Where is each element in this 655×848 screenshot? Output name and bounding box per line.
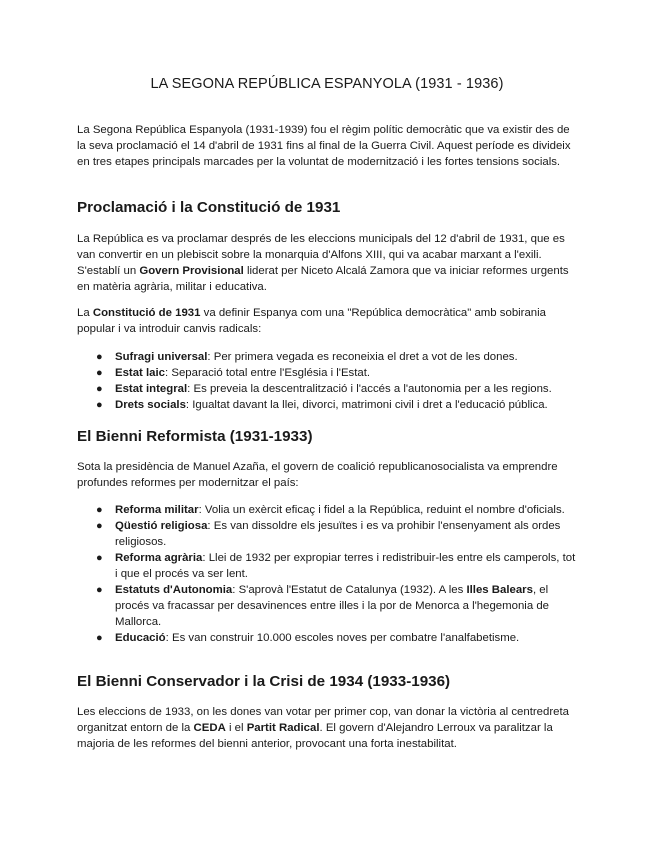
- list-item: [77, 582, 577, 630]
- bullet-icon: ●: [96, 399, 103, 411]
- list-item: [77, 550, 577, 582]
- list-item-term: Sufragi universal: [115, 351, 208, 363]
- list-item-text: : Volia un exèrcit eficaç i fidel a la República, reduint el nombre d'oficials.: [198, 504, 565, 516]
- list-item: [77, 502, 577, 518]
- intro-paragraph: La Segona República Espanyola (1931-1939) fou el règim polític democràtic que va existir des de la seva proclamació el 14 d'abril de 1931 fins al final de la Guerra Civil. Aquest període es divideix en tres etapes principals marcades per la voluntat de modernització i les fortes tensions socials.: [77, 124, 571, 168]
- list-item-term: Reforma agrària: [115, 552, 203, 564]
- bullet-icon: ●: [96, 584, 103, 596]
- list-item: [77, 397, 577, 413]
- bold-ceda: CEDA: [193, 722, 226, 734]
- list-item-term: Estat laic: [115, 367, 166, 379]
- text-run: . El govern d'Alejandro Lerroux va paralitzar la majoria de les reformes del bienni anterior, provocant una forta inestabilitat.: [77, 722, 553, 750]
- list-item-term: Reforma militar: [115, 504, 199, 516]
- list-item: [77, 518, 577, 550]
- list-item-text: : Es van dissoldre els jesuïtes i es va prohibir l'ensenyament als ordes religiosos.: [115, 520, 561, 548]
- heading-proclamacio: Proclamació i la Constitució de 1931: [77, 199, 341, 216]
- list-item-text: : Igualtat davant la llei, divorci, matrimoni civil i dret a l'educació pública.: [185, 399, 548, 411]
- paragraph-bienni-conservador: [77, 704, 577, 752]
- list-item-text: , el procés va fracassar per desavinences entre illes i la por de Menorca a l'hegemonia de Mallorca.: [115, 584, 549, 628]
- list-item: [77, 365, 577, 381]
- list-item-text: : Separació total entre l'Església i l'Estat.: [165, 367, 371, 379]
- text-run: liderat per Niceto Alcalá Zamora que va iniciar reformes urgents en matèria agrària, militar i educativa.: [77, 265, 569, 293]
- text-run: i el: [225, 722, 247, 734]
- bullet-icon: ●: [96, 552, 103, 564]
- list-item-text: : Es van construir 10.000 escoles noves per combatre l'analfabetisme.: [165, 632, 520, 644]
- list-item: [77, 630, 577, 646]
- list-item-text: : S'aprovà l'Estatut de Catalunya (1932). A les: [232, 584, 467, 596]
- bullet-icon: ●: [96, 504, 103, 516]
- list-item-term: Drets socials: [115, 399, 186, 411]
- bold-constitucio-1931: Constitució de 1931: [92, 307, 201, 319]
- bullet-icon: ●: [96, 632, 103, 644]
- heading-bienni-conservador: El Bienni Conservador i la Crisi de 1934 (1933-1936): [77, 673, 451, 690]
- bold-illes-balears: Illes Balears: [466, 584, 533, 596]
- list-item-term: Educació: [115, 632, 166, 644]
- text-run: La República es va proclamar després de les eleccions municipals del 12 d'abril de 1931, que es van convertir en un plebiscit sobre la monarquia d'Alfons XIII, qui va acabar marxant a l'exili. S'establí un: [77, 233, 565, 277]
- list-item-text: : Es preveia la descentralització i l'accés a l'autonomia per a les regions.: [187, 383, 552, 395]
- list-item-term: Qüestió religiosa: [115, 520, 208, 532]
- list-item-term: Estatuts d'Autonomia: [115, 584, 233, 596]
- list-bienni-reformista: [77, 502, 577, 646]
- text-run: La: [77, 307, 93, 319]
- bold-partit-radical: Partit Radical: [246, 722, 320, 734]
- bullet-icon: ●: [96, 383, 103, 395]
- heading-bienni-reformista: El Bienni Reformista (1931-1933): [77, 428, 313, 445]
- list-item-text: : Per primera vegada es reconeixia el dret a vot de les dones.: [207, 351, 518, 363]
- paragraph-constitucio: [77, 305, 577, 337]
- paragraph-proclamacio: [77, 231, 577, 295]
- list-item: [77, 381, 577, 397]
- document-title: LA SEGONA REPÚBLICA ESPANYOLA (1931 - 1936): [150, 76, 504, 92]
- paragraph-bienni-reformista: Sota la presidència de Manuel Azaña, el govern de coalició republicanosocialista va emprendre profundes reformes per modernitzar el país:: [77, 461, 558, 489]
- bullet-icon: ●: [96, 351, 103, 363]
- list-constitucio: [77, 349, 577, 413]
- bold-govern-provisional: Govern Provisional: [139, 265, 244, 277]
- bullet-icon: ●: [96, 520, 103, 532]
- text-run: va definir Espanya com una "República democràtica" amb sobirania popular i va introduir canvis radicals:: [77, 307, 547, 335]
- bullet-icon: ●: [96, 367, 103, 379]
- list-item-text: : Llei de 1932 per expropiar terres i redistribuir-les entre els camperols, tot i que el procés va ser lent.: [115, 552, 576, 580]
- list-item-term: Estat integral: [115, 383, 188, 395]
- list-item: [77, 349, 577, 365]
- text-run: Les eleccions de 1933, on les dones van votar per primer cop, van donar la victòria al centredreta organitzat entorn de la: [77, 706, 569, 734]
